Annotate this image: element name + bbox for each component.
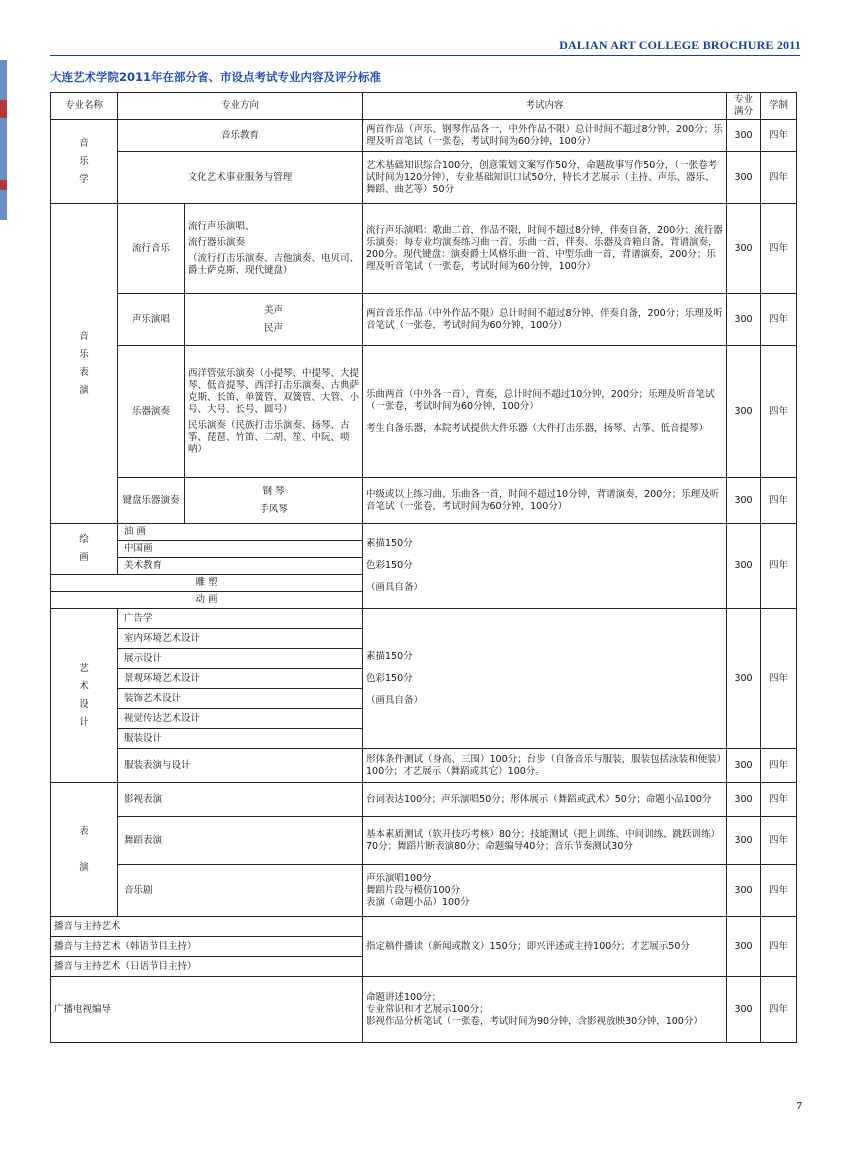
years-cell: 四年 (761, 817, 797, 865)
score-cell: 300 (727, 346, 761, 478)
col-name: 专业名称 (51, 93, 118, 120)
table-row (51, 917, 797, 937)
table-row (51, 120, 797, 152)
table-row (51, 346, 797, 478)
direction-cell: 景观环境艺术设计 (118, 669, 363, 689)
score-cell: 300 (727, 120, 761, 152)
col-years: 学制 (761, 93, 797, 120)
years-cell: 四年 (761, 609, 797, 749)
content-cell: 素描150分 色彩150分 （画具自备） (363, 609, 727, 749)
years-cell: 四年 (761, 977, 797, 1043)
direction-cell: 文化艺术事业服务与管理 (118, 152, 363, 204)
direction-cell: 广播电视编导 (51, 977, 363, 1043)
content-cell: 素描150分 色彩150分 （画具自备） (363, 524, 727, 609)
table-row (51, 152, 797, 204)
direction-cell: 雕 塑 (51, 575, 363, 592)
exam-table (50, 92, 797, 1043)
years-cell: 四年 (761, 783, 797, 817)
major-painting: 绘 画 (51, 524, 118, 575)
score-cell: 300 (727, 783, 761, 817)
major-music: 音 乐 学 (51, 120, 118, 204)
years-cell: 四年 (761, 294, 797, 346)
table-header-row (51, 93, 797, 120)
content-cell: 台词表达100分；声乐演唱50分；形体展示（舞蹈或武术）50分；命题小品100分 (363, 783, 727, 817)
years-cell: 四年 (761, 478, 797, 524)
table-row (51, 478, 797, 524)
score-cell: 300 (727, 524, 761, 609)
direction-cell: 动 画 (51, 592, 363, 609)
years-cell: 四年 (761, 917, 797, 977)
score-cell: 300 (727, 478, 761, 524)
content-cell: 乐曲两首（中外各一首），背奏，总计时间不超过10分钟，200分；乐理及听音笔试（一张卷，考试时间为60分钟，100分） 考生自备乐器，本院考试提供大件乐器（大件打击乐器，扬琴、古筝、低音提琴） (363, 346, 727, 478)
direction-cell: 装饰艺术设计 (118, 689, 363, 709)
direction-cell: 影视表演 (118, 783, 363, 817)
direction-cell: 服装表演与设计 (118, 749, 363, 783)
score-cell: 300 (727, 749, 761, 783)
direction-cell: 流行声乐演唱、 流行器乐演奏 （流行打击乐演奏、吉他演奏、电贝司、爵士萨克斯、现代键盘） (185, 204, 363, 294)
col-direction: 专业方向 (118, 93, 363, 120)
content-cell: 命题讲述100分； 专业常识和才艺展示100分； 影视作品分析笔试（一张卷，考试时间为90分钟，含影视放映30分钟，100分） (363, 977, 727, 1043)
direction-cell: 播音与主持艺术（日语节目主持） (51, 957, 363, 977)
years-cell: 四年 (761, 120, 797, 152)
years-cell: 四年 (761, 865, 797, 917)
sub-instrument: 乐器演奏 (118, 346, 185, 478)
major-design: 艺 术 设 计 (51, 609, 118, 783)
score-cell: 300 (727, 294, 761, 346)
score-cell: 300 (727, 977, 761, 1043)
content-cell: 两首作品（声乐、钢琴作品各一，中外作品不限）总计时间不超过8分钟，200分；乐理及听音笔试（一张卷，考试时间为60分钟，100分） (363, 120, 727, 152)
years-cell: 四年 (761, 524, 797, 609)
direction-cell: 中国画 (118, 541, 363, 558)
sub-vocal: 声乐演唱 (118, 294, 185, 346)
years-cell: 四年 (761, 152, 797, 204)
direction-cell: 服装设计 (118, 729, 363, 749)
table-row (51, 817, 797, 865)
sub-pop: 流行音乐 (118, 204, 185, 294)
table-row (51, 609, 797, 629)
page-number: 7 (796, 1100, 802, 1112)
years-cell: 四年 (761, 749, 797, 783)
direction-cell: 舞蹈表演 (118, 817, 363, 865)
page-title: 大连艺术学院2011年在部分省、市设点考试专业内容及评分标准 (50, 70, 382, 84)
major-performance: 音 乐 表 演 (51, 204, 118, 524)
score-cell: 300 (727, 917, 761, 977)
direction-cell: 展示设计 (118, 649, 363, 669)
direction-cell: 西洋管弦乐演奏（小提琴、中提琴、大提琴、低音提琴、西洋打击乐演奏、古典萨克斯、长笛、单簧管、双簧管、大管、小号、大号、长号、圆号） 民乐演奏（民族打击乐演奏、扬琴、古筝、琵琶、竹笛、二胡、笙、中阮、唢呐） (185, 346, 363, 478)
score-cell: 300 (727, 204, 761, 294)
years-cell: 四年 (761, 346, 797, 478)
table-row (51, 977, 797, 1043)
direction-cell: 美声 民声 (185, 294, 363, 346)
content-cell: 流行声乐演唱：歌曲二首，作品不限，时间不超过8分钟，伴奏自备，200分；流行器乐演奏：每专业均演奏练习曲一首、乐曲一首，伴奏、乐器及音箱自备，背谱演奏，200分。现代键盘：演奏爵士风格乐曲一首、中型乐曲一首，背谱演奏，200分；乐理及听音笔试（一张卷，考试时间为60分钟，100分） (363, 204, 727, 294)
table-row (51, 294, 797, 346)
content-cell: 声乐演唱100分 舞蹈片段与模仿100分 表演（命题小品）100分 (363, 865, 727, 917)
content-cell: 两首音乐作品（中外作品不限）总计时间不超过8分钟，伴奏自备，200分；乐理及听音笔试（一张卷，考试时间为60分钟，100分） (363, 294, 727, 346)
score-cell: 300 (727, 609, 761, 749)
direction-cell: 视觉传达艺术设计 (118, 709, 363, 729)
content-cell: 基本素质测试（软开技巧考核）80分；技能测试（把上训练、中间训练、跳跃训练）70分；舞蹈片断表演80分；命题编导40分；音乐节奏测试30分 (363, 817, 727, 865)
content-cell: 中级或以上练习曲、乐曲各一首，时间不超过10分钟，背谱演奏，200分；乐理及听音笔试（一张卷，考试时间为60分钟，100分） (363, 478, 727, 524)
table-row (51, 524, 797, 541)
score-cell: 300 (727, 865, 761, 917)
direction-cell: 播音与主持艺术 (51, 917, 363, 937)
sidebar-decoration (0, 60, 7, 220)
table-row (51, 865, 797, 917)
direction-cell: 音乐剧 (118, 865, 363, 917)
table-row (51, 783, 797, 817)
direction-cell: 播音与主持艺术（韩语节目主持） (51, 937, 363, 957)
brochure-header: DALIAN ART COLLEGE BROCHURE 2011 (559, 38, 801, 52)
direction-cell: 油 画 (118, 524, 363, 541)
content-cell: 艺术基础知识综合100分，创意策划文案写作50分，命题故事写作50分，（一张卷考试时间为120分钟），专业基础知识口试50分，特长才艺展示（主持、声乐、器乐、舞蹈、曲艺等）50分 (363, 152, 727, 204)
sub-keyboard: 键盘乐器演奏 (118, 478, 185, 524)
table-row (51, 749, 797, 783)
direction-cell: 音乐教育 (118, 120, 363, 152)
direction-cell: 美术教育 (118, 558, 363, 575)
major-acting: 表 演 (51, 783, 118, 917)
direction-cell: 广告学 (118, 609, 363, 629)
score-cell: 300 (727, 817, 761, 865)
col-content: 考试内容 (363, 93, 727, 120)
direction-cell: 钢 琴 手风琴 (185, 478, 363, 524)
content-cell: 形体条件测试（身高、三围）100分；台步（自备音乐与服装，服装包括泳装和便装）100分；才艺展示（舞蹈或其它）100分。 (363, 749, 727, 783)
years-cell: 四年 (761, 204, 797, 294)
content-cell: 指定稿件播读（新闻或散文）150分；即兴评述或主持100分；才艺展示50分 (363, 917, 727, 977)
header-rule (50, 55, 800, 56)
direction-cell: 室内环境艺术设计 (118, 629, 363, 649)
col-score: 专业 满分 (727, 93, 761, 120)
table-row (51, 204, 797, 294)
score-cell: 300 (727, 152, 761, 204)
